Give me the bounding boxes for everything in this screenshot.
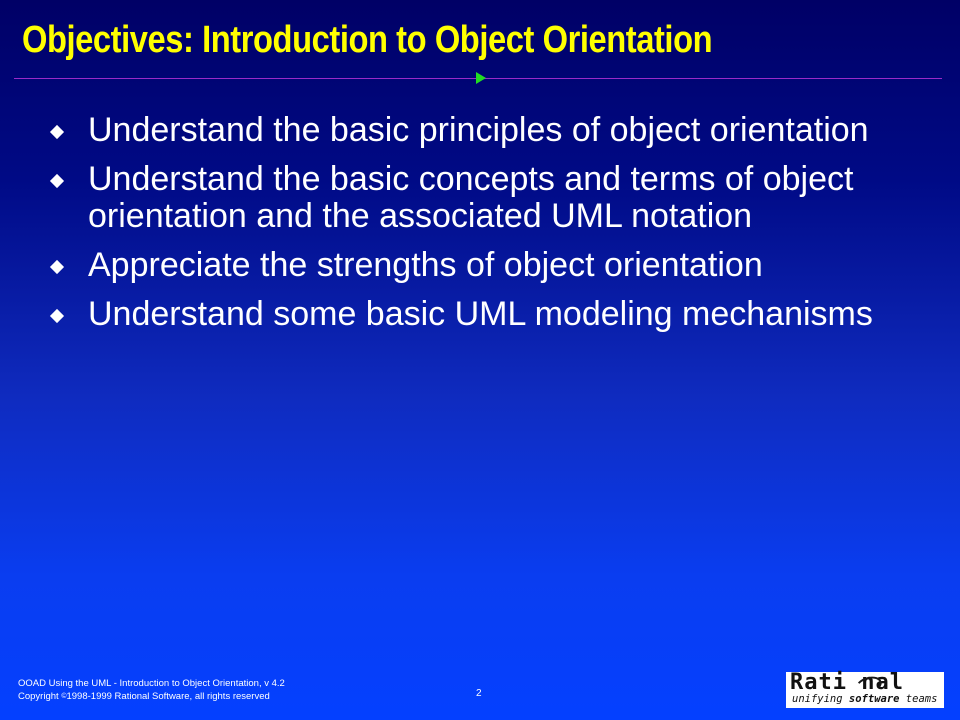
objective-item <box>52 161 912 235</box>
tagline-end: teams <box>899 693 938 705</box>
objectives-list <box>52 112 912 345</box>
copyright-line <box>18 690 285 703</box>
copyright-prefix: Copyright <box>18 691 59 702</box>
diamond-bullet-icon <box>50 174 64 188</box>
objective-text: Understand the basic principles of object orientation <box>88 111 869 149</box>
slide-title: Objectives: Introduction to Object Orientation <box>22 19 713 61</box>
tagline-start: unifying <box>792 693 849 705</box>
copyright-text: 1998-1999 Rational Software, all rights reserved <box>66 691 270 702</box>
rational-logo <box>786 672 944 708</box>
course-title: OOAD Using the UML - Introduction to Object Orientation, v 4.2 <box>18 678 285 689</box>
page-number: 2 <box>476 688 482 699</box>
objective-text: Understand the basic concepts and terms of object orientation and the associated UML notation <box>88 160 854 235</box>
diamond-bullet-icon <box>50 309 64 323</box>
footer-notice <box>18 677 285 703</box>
logo-wordmark: Rati nal <box>790 670 904 695</box>
triangle-right-icon <box>476 72 486 84</box>
tagline-bold: software <box>848 693 900 705</box>
objective-text: Appreciate the strengths of object orientation <box>88 246 763 284</box>
objective-item <box>52 112 912 149</box>
objective-item <box>52 247 912 284</box>
copyright-symbol: © <box>61 693 67 700</box>
diamond-bullet-icon <box>50 125 64 139</box>
objective-text: Understand some basic UML modeling mechanisms <box>88 295 873 333</box>
objective-item <box>52 296 912 333</box>
diamond-bullet-icon <box>50 260 64 274</box>
logo-tagline <box>792 693 937 705</box>
